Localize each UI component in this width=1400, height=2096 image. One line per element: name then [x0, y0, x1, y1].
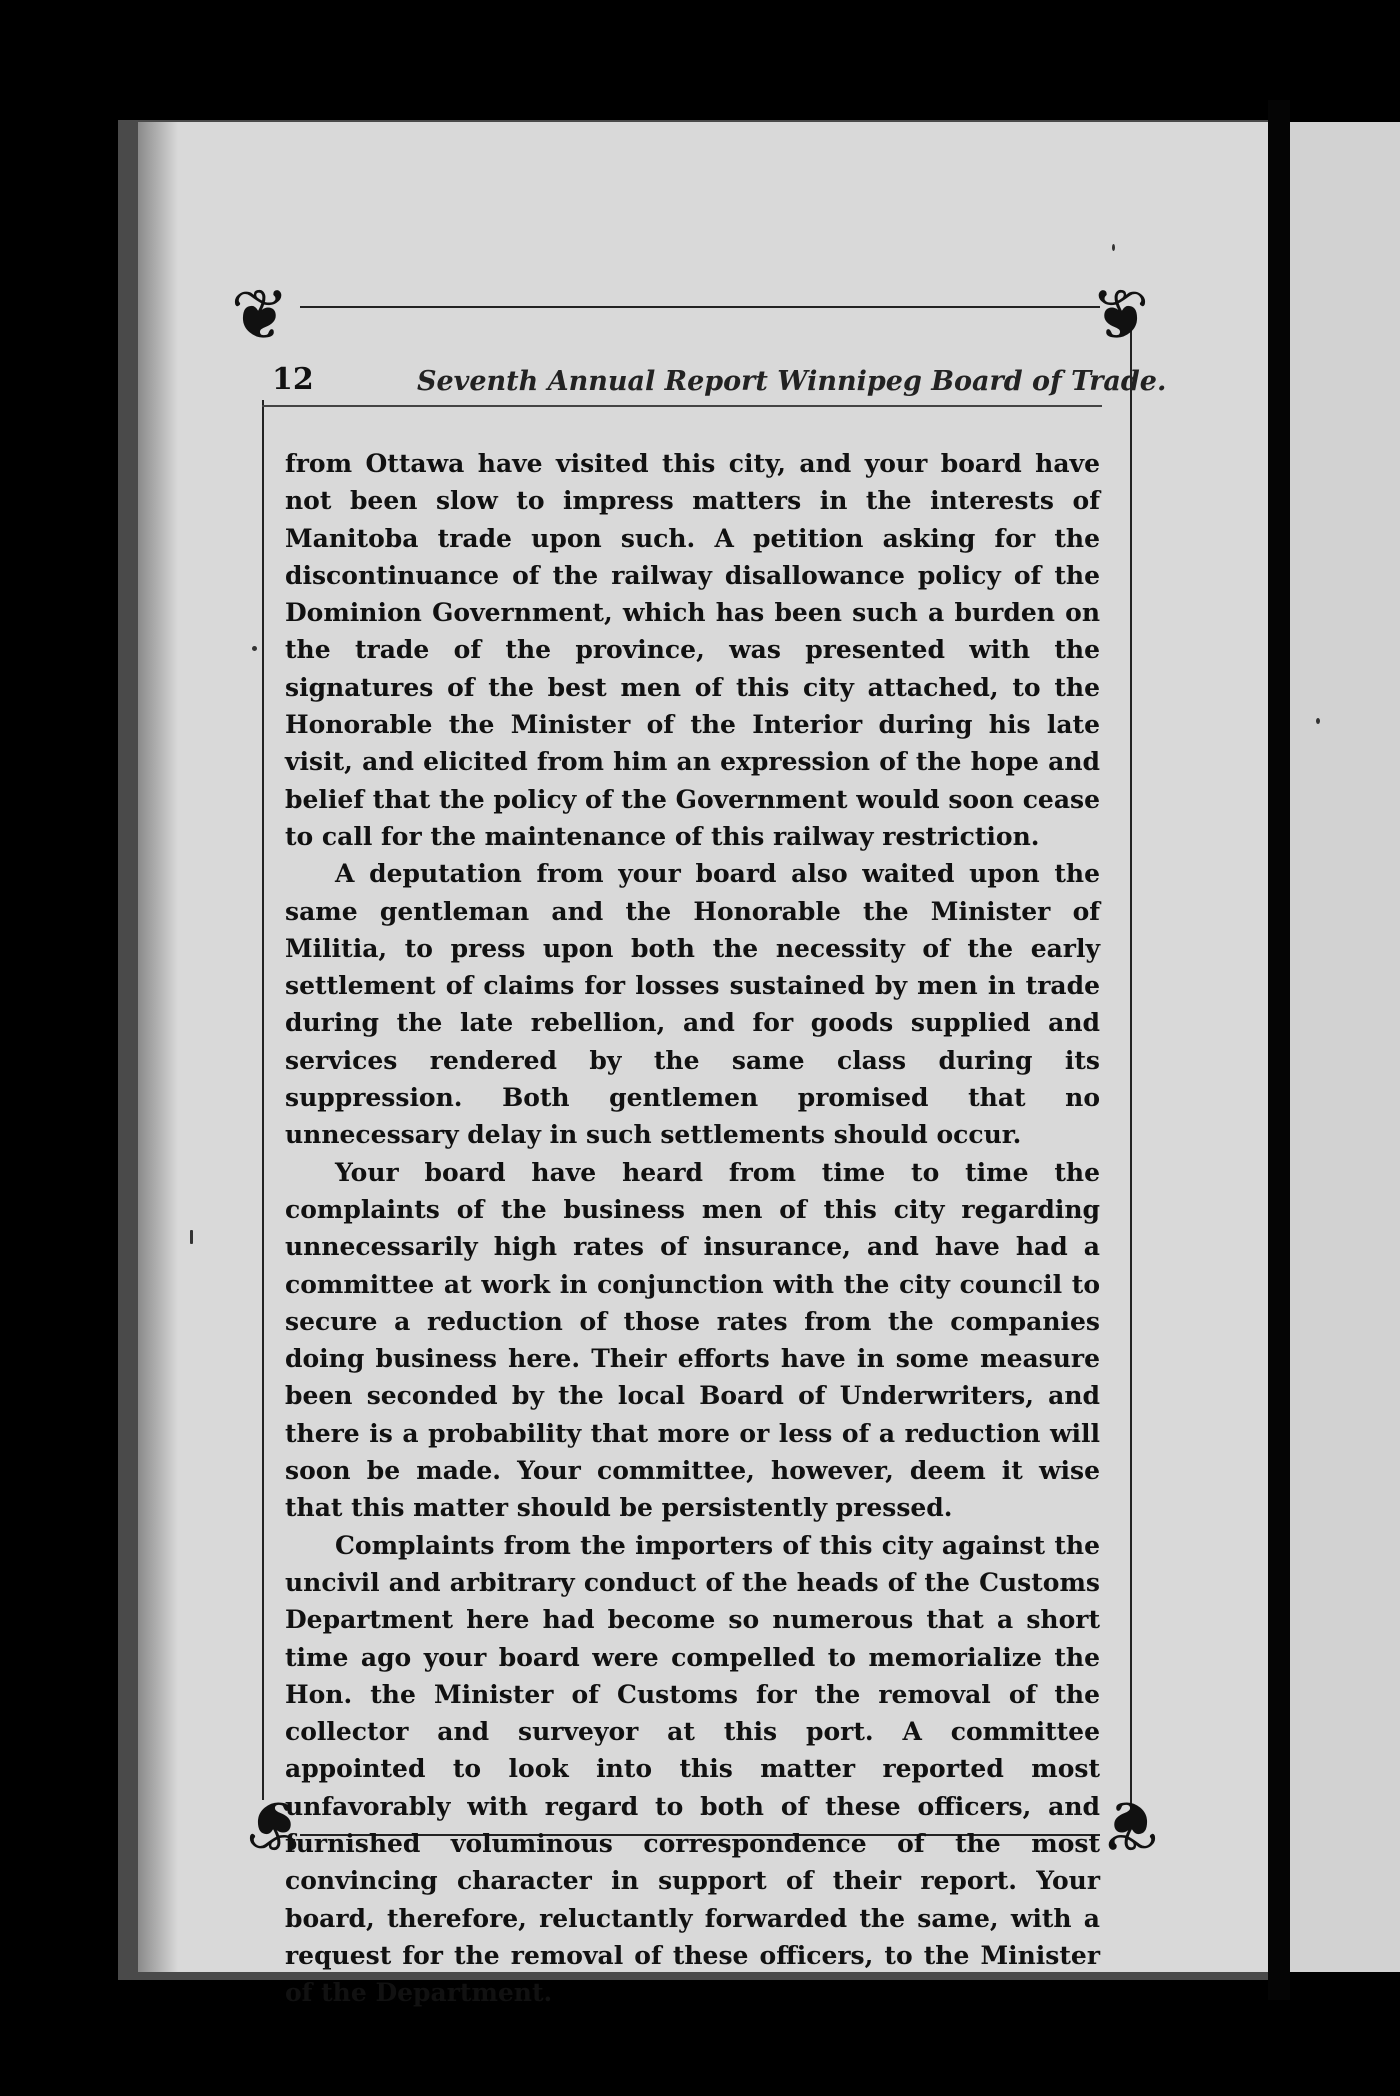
- corner-ornament-top-left-icon: ❦: [230, 274, 290, 356]
- paragraph-3: Your board have heard from time to time the complaints of the business men of this city regarding unnecessarily high rates of insurance, and have had a committee at work in conjunction with the city council to secure a reduction of those rates from the companies doing business here. Their efforts have in some measure been seconded by the local Board of Underwriters, and there is a probability that more or less of a reduction will soon be made. Your committee, however, deem it wise that this matter should be persistently pressed.: [285, 1157, 1100, 1523]
- running-title: Seventh Annual Report Winnipeg Board of Trade.: [417, 366, 1167, 397]
- border-left: [262, 400, 264, 1800]
- scan-speck: [1112, 244, 1115, 251]
- border-right: [1130, 330, 1132, 1810]
- page-header: [262, 362, 1167, 402]
- paragraph-1: from Ottawa have visited this city, and your board have not been slow to impress matters in the interests of Manitoba trade upon such. A petition asking for the discontinuance of the railway disallowance policy of the Dominion Government, which has been such a burden on the trade of the province, was presented with the signatures of the best men of this city attached, to the Honorable the Minister of the Interior during his late visit, and elicited from him an expression of the hope and belief that the policy of the Government would soon cease to call for the maintenance of this railway restriction.: [285, 449, 1100, 851]
- paragraph-2: A deputation from your board also waited upon the same gentleman and the Honorable the Minister of Militia, to press upon both the necessity of the early settlement of claims for losses sustained by men in trade during the late rebellion, and for goods supplied and services rendered by the same class during its suppression. Both gentlemen promised that no unnecessary delay in such settlements should occur.: [285, 859, 1100, 1150]
- border-top: [300, 306, 1100, 308]
- body-text: [285, 445, 1100, 2011]
- facing-page-edge: [1290, 122, 1400, 1972]
- scan-speck: [252, 646, 257, 651]
- corner-ornament-bottom-left-icon: ❦: [245, 1784, 305, 1866]
- corner-ornament-top-right-icon: ❦: [1090, 274, 1150, 356]
- paragraph-4: Complaints from the importers of this city against the uncivil and arbitrary conduct of the heads of the Customs Department here had become so numerous that a short time ago your board were compelled to memorialize the Hon. the Minister of Customs for the removal of the collector and surveyor at this port. A committee appointed to look into this matter reported most unfavorably with regard to both of these officers, and furnished voluminous correspondence of the most convincing character in support of their report. Your board, therefore, reluctantly forwarded the same, with a request for the removal of these officers, to the Minister of the Department.: [285, 1530, 1100, 2008]
- header-rule: [262, 405, 1102, 407]
- page-binding-shadow: [138, 122, 178, 1972]
- scan-speck: [190, 1230, 193, 1244]
- scan-speck: [1316, 718, 1320, 724]
- book-gutter: [1268, 100, 1290, 2000]
- page-number: 12: [272, 362, 314, 397]
- corner-ornament-bottom-right-icon: ❦: [1100, 1784, 1160, 1866]
